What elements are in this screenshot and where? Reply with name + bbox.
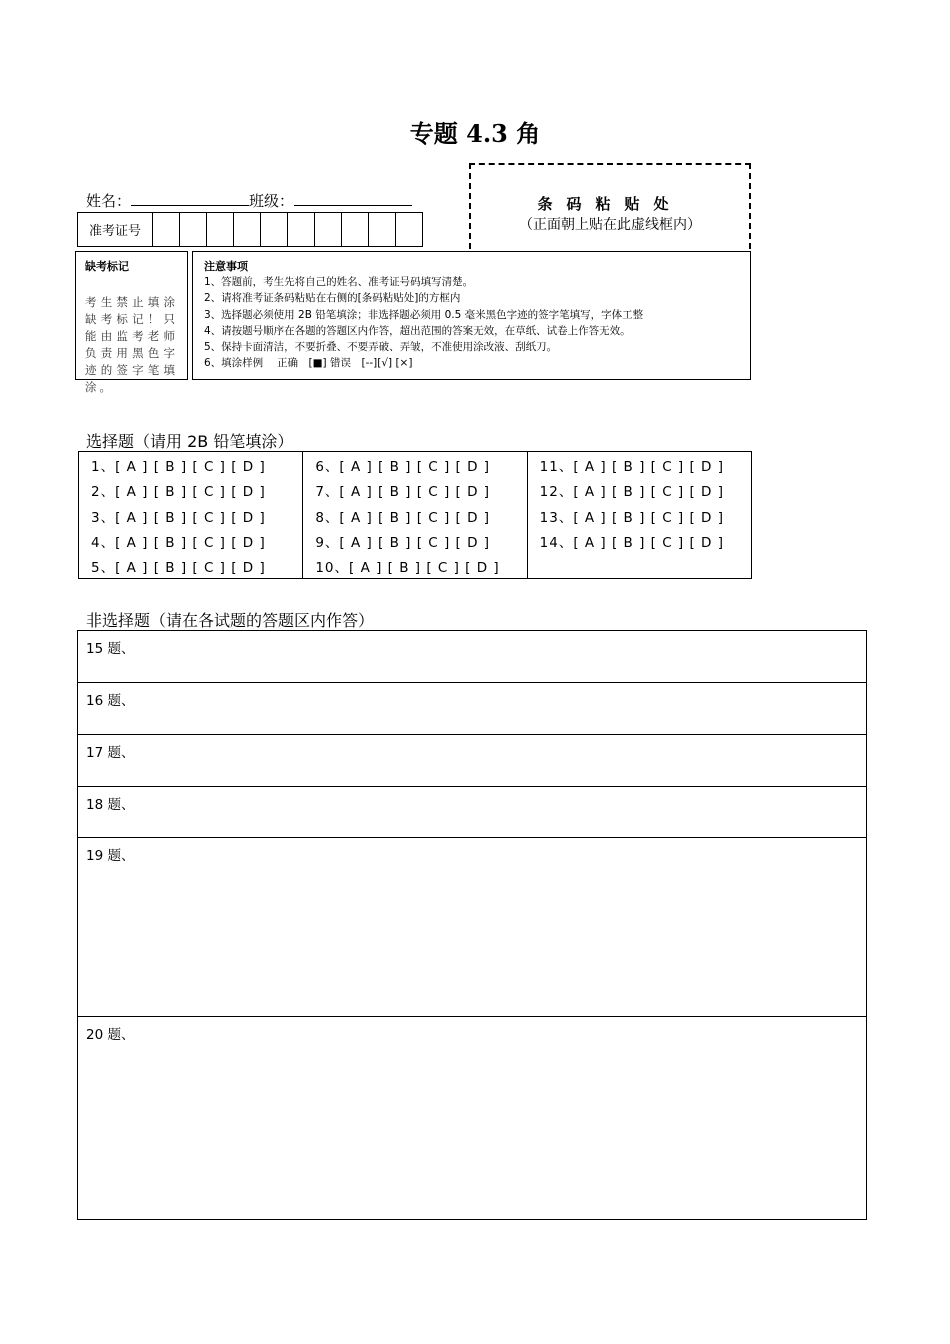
exam-id-label: 准考证号 xyxy=(78,213,153,246)
mc-question-6[interactable]: 6、[ A ] [ B ] [ C ] [ D ] xyxy=(315,459,491,475)
answer-area-19[interactable] xyxy=(78,838,866,1017)
mc-question-2[interactable]: 2、[ A ] [ B ] [ C ] [ D ] xyxy=(91,484,266,501)
absent-mark-text: 考生禁止填涂缺考标记！只能由监考老师负责用黑色字迹的签字笔填涂。 xyxy=(85,295,178,394)
mc-question-11[interactable]: 11、[ A ] [ B ] [ C ] [ D ] xyxy=(539,459,724,475)
exam-id-cell[interactable] xyxy=(369,213,396,246)
mc-question-9[interactable]: 9、[ A ] [ B ] [ C ] [ D ] xyxy=(315,534,491,551)
notice-line: 5、保持卡面清洁，不要折叠、不要弄破、弄皱，不准使用涂改液、刮纸刀。 xyxy=(204,341,558,354)
exam-id-cell[interactable] xyxy=(288,213,315,246)
mc-question-13[interactable]: 13、[ A ] [ B ] [ C ] [ D ] xyxy=(539,509,724,526)
mc-question-14[interactable]: 14、[ A ] [ B ] [ C ] [ D ] xyxy=(539,534,724,551)
notice-line: 1、答题前，考生先将自己的姓名、准考证号码填写清楚。 xyxy=(204,276,474,288)
question-label: 15 题、 xyxy=(86,641,135,657)
notice-line: 4、请按题号顺序在各题的答题区内作答，超出范围的答案无效，在草纸、试卷上作答无效。 xyxy=(204,324,631,337)
mc-question-10[interactable]: 10、[ A ] [ B ] [ C ] [ D ] xyxy=(315,560,500,577)
class-label: 班级： xyxy=(249,192,295,210)
non-multiple-choice-title: 非选择题（请在各试题的答题区内作答） xyxy=(86,611,375,630)
exam-id-cell[interactable] xyxy=(261,213,288,246)
notice-box xyxy=(192,251,751,380)
mc-column xyxy=(528,452,751,578)
answer-area-17[interactable] xyxy=(78,735,866,787)
page-title: 专题 4.3 角 xyxy=(409,119,541,148)
mc-question-12[interactable]: 12、[ A ] [ B ] [ C ] [ D ] xyxy=(539,484,724,501)
notice-line: 6、填涂样例 正确 [■] 错误 [--][√] [×] xyxy=(204,357,413,370)
notice-title: 注意事项 xyxy=(204,260,248,273)
multiple-choice-grid xyxy=(78,451,752,579)
answer-area-16[interactable] xyxy=(78,683,866,735)
exam-id-cell[interactable] xyxy=(315,213,342,246)
mc-question-5[interactable]: 5、[ A ] [ B ] [ C ] [ D ] xyxy=(91,560,266,577)
mc-column xyxy=(303,452,527,578)
mc-question-4[interactable]: 4、[ A ] [ B ] [ C ] [ D ] xyxy=(91,534,266,551)
question-label: 19 题、 xyxy=(86,848,135,864)
question-label: 20 题、 xyxy=(86,1027,135,1043)
mc-question-3[interactable]: 3、[ A ] [ B ] [ C ] [ D ] xyxy=(91,509,266,526)
name-field[interactable] xyxy=(131,191,249,206)
exam-id-cell[interactable] xyxy=(207,213,234,246)
question-label: 16 题、 xyxy=(86,693,135,709)
answer-areas xyxy=(77,630,867,1220)
exam-id-cells xyxy=(153,213,422,246)
exam-id-cell[interactable] xyxy=(180,213,207,246)
question-label: 17 题、 xyxy=(86,745,135,761)
mc-question-7[interactable]: 7、[ A ] [ B ] [ C ] [ D ] xyxy=(315,484,491,501)
mc-column xyxy=(79,452,303,578)
absent-mark-title: 缺考标记 xyxy=(85,260,129,273)
answer-area-18[interactable] xyxy=(78,787,866,838)
mc-question-1[interactable]: 1、[ A ] [ B ] [ C ] [ D ] xyxy=(91,459,266,475)
multiple-choice-title: 选择题（请用 2B 铅笔填涂） xyxy=(86,432,294,451)
name-label: 姓名： xyxy=(86,192,132,210)
exam-id-cell[interactable] xyxy=(234,213,261,246)
student-info-row xyxy=(86,190,412,211)
exam-id-cell[interactable] xyxy=(153,213,180,246)
notice-line: 2、请将准考证条码粘贴在右侧的[条码粘贴处]的方框内 xyxy=(204,292,461,305)
answer-area-20[interactable] xyxy=(78,1017,866,1219)
answer-area-15[interactable] xyxy=(78,631,866,683)
barcode-area xyxy=(469,163,751,249)
exam-id-box xyxy=(77,212,423,247)
absent-mark-box xyxy=(75,251,188,394)
barcode-title: 条码粘贴处 xyxy=(537,195,683,213)
mc-question-8[interactable]: 8、[ A ] [ B ] [ C ] [ D ] xyxy=(315,509,491,526)
exam-id-cell[interactable] xyxy=(396,213,422,246)
barcode-subtitle: （正面朝上贴在此虚线框内） xyxy=(519,217,701,233)
class-field[interactable] xyxy=(294,191,412,206)
notice-line: 3、选择题必须使用 2B 铅笔填涂；非选择题必须用 0.5 毫米黑色字迹的签字笔填写，字体工整 xyxy=(204,308,644,321)
question-label: 18 题、 xyxy=(86,797,135,813)
exam-id-cell[interactable] xyxy=(342,213,369,246)
